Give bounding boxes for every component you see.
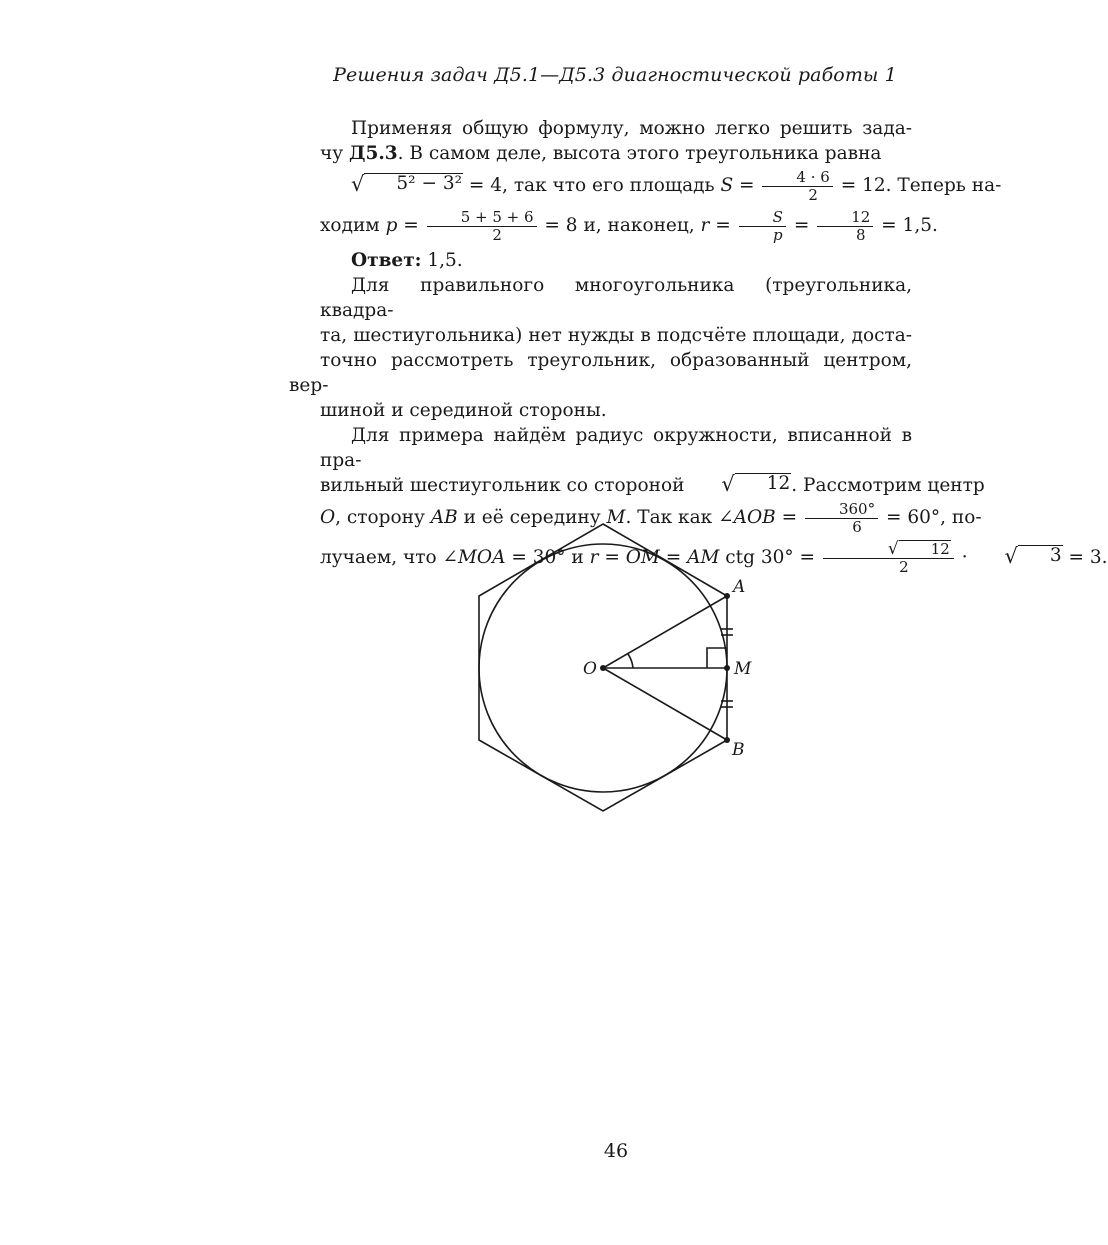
text: · (955, 547, 974, 568)
radical-sign: √ (351, 172, 365, 196)
point-B (724, 737, 730, 743)
var-r: r (589, 547, 599, 568)
radicand: 12 (735, 473, 792, 494)
p2-line-3: точно рассмотреть треугольник, образованный центром, вер- (289, 350, 912, 396)
var-OM: OM (625, 547, 660, 568)
p1-line-2 (289, 141, 912, 166)
label-M: M (734, 659, 752, 679)
p3-line-2 (289, 472, 985, 498)
var-AB: AB (430, 507, 458, 528)
var-AM: AM (687, 547, 720, 568)
text: вильный шестиугольник со стороной (320, 475, 691, 496)
var-AOB: AOB (733, 507, 776, 528)
p1-l2 (289, 141, 881, 166)
point-O (600, 665, 606, 671)
p1-line-3 (289, 166, 1002, 206)
p2-line-1: Для правильного многоугольника (треугольника, квадра- (320, 275, 912, 321)
text: . Так как ∠ (625, 507, 734, 528)
right-angle-mark (707, 648, 727, 668)
answer-label: Ответ: (351, 250, 422, 271)
segment-OA (603, 596, 727, 668)
denominator: 2 (492, 225, 502, 244)
radical-sign: √ (721, 472, 735, 496)
label-A: A (733, 577, 746, 597)
main-text (289, 116, 1108, 578)
problem-ref: Д5.3 (349, 143, 398, 164)
p1-text: Применяя общую формулу, можно легко решить зада- (351, 118, 912, 139)
fraction-sqrt12-over-2 (823, 540, 954, 576)
hexagon-incircle-figure (457, 515, 760, 825)
var-S: S (720, 175, 734, 196)
denominator: 8 (855, 225, 866, 244)
text: . В самом деле, высота этого треугольника равна (397, 143, 882, 164)
text: = (397, 215, 425, 236)
sqrt-expression (320, 173, 463, 194)
text: = 60°, по- (880, 507, 982, 528)
answer-value: 1,5. (421, 250, 463, 271)
sqrt-3 (973, 545, 1062, 566)
denominator: p (772, 225, 783, 244)
numerator: 360° (805, 501, 878, 519)
sqrt-12 (690, 473, 791, 494)
text: = (733, 175, 761, 196)
point-A (724, 593, 730, 599)
text: ходим (320, 215, 386, 236)
var-MOA: MOA (457, 547, 506, 568)
var-p: p (385, 215, 398, 236)
text: = 3. (1062, 547, 1108, 568)
angle-arc (628, 654, 633, 668)
p3-line-4: лучаем, что ∠MOA = 30° и r = OM = AM ctg 30° = √ 12 2 · √ 3 = 3. (320, 539, 1108, 576)
point-M (724, 665, 730, 671)
p2-line-2: та, шестиугольника) нет нужды в подсчёте площади, доста- (320, 325, 912, 346)
radicand: 3 (1018, 545, 1063, 566)
text: = (598, 547, 626, 568)
p1-line-4: ходим p = $\frac{5 + 5 + 6}{2}$ = 8 и, наконец, r = $\frac{S}{p}$ = $\frac{12}{8}$ = 1,5. (320, 207, 938, 244)
var-M: M (606, 507, 626, 528)
segment-OB (603, 668, 727, 740)
radicand: 12 (899, 540, 951, 557)
running-header: Решения задач Д5.1—Д5.3 диагностической работы 1 (333, 64, 897, 86)
text: = 4, так что его площадь (463, 175, 721, 196)
text: чу (320, 143, 344, 164)
p3-line-1: Для примера найдём радиус окружности, вписанной в пра- (320, 425, 912, 471)
p1-line-1 (320, 116, 912, 141)
fraction-360-over-6 (805, 501, 878, 536)
fraction-12-over-8 (817, 209, 873, 244)
p2-line-4: шиной и серединой стороны. (320, 400, 607, 421)
answer-line (320, 248, 912, 273)
denominator: 2 (808, 185, 818, 204)
page-number: 46 (603, 1140, 629, 1162)
fraction-area (762, 169, 832, 204)
numerator: 5 + 5 + 6 (427, 209, 537, 227)
fraction-semiperimeter (427, 209, 537, 244)
label-B: B (732, 740, 745, 760)
numerator: 12 (817, 209, 873, 227)
denominator: 6 (852, 517, 862, 536)
text: лучаем, что ∠ (320, 547, 458, 568)
text: ctg 30° = (719, 547, 821, 568)
label-O: O (583, 659, 597, 679)
radicand: 5² − 3² (364, 173, 463, 194)
paragraph-2 (289, 273, 912, 423)
text: и её середину (457, 507, 607, 528)
text: = 8 и, наконец, (538, 215, 701, 236)
radical-sign: √ (887, 539, 899, 559)
var-O: O (320, 507, 336, 528)
text: = 1,5. (875, 215, 938, 236)
denominator: 2 (899, 558, 909, 576)
text: = 30° и (505, 547, 590, 568)
text: = 12. Теперь на- (834, 175, 1002, 196)
sqrt-12-small (857, 540, 951, 557)
numerator (823, 540, 954, 559)
fraction-S-over-p (739, 209, 786, 244)
text: = (775, 507, 803, 528)
var-r: r (700, 215, 710, 236)
numerator: S (739, 209, 786, 227)
numerator: 4 · 6 (762, 169, 832, 187)
radical-sign: √ (1004, 544, 1018, 568)
text: . Рассмотрим центр (791, 475, 985, 496)
paragraph-1 (320, 116, 1002, 246)
text: , сторону (335, 507, 431, 528)
